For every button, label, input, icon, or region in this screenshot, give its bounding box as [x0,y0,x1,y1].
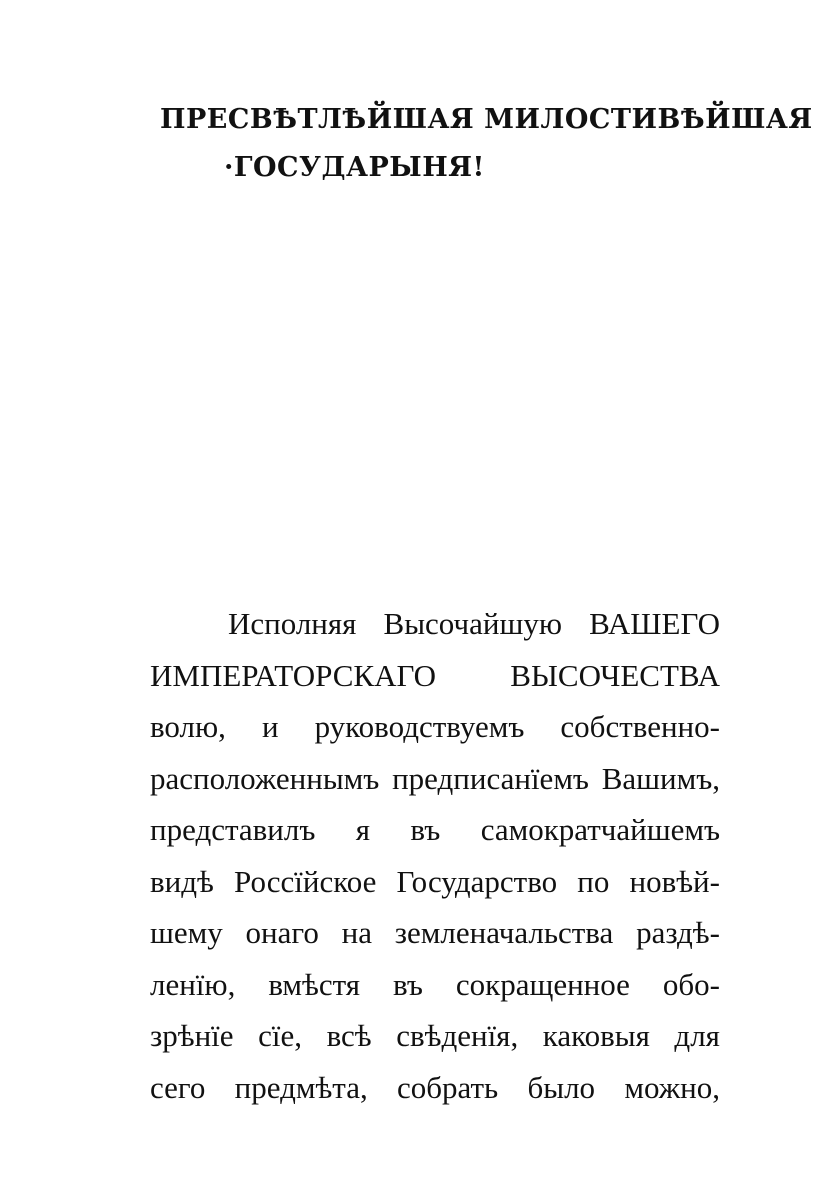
word: Исполняя [228,606,357,641]
text-line [150,650,720,702]
text-line [150,598,720,650]
word: Россïйское [233,863,377,899]
word: Государство [396,863,558,899]
dedication-heading [160,96,813,192]
text-line [150,1062,720,1114]
word: волю, [150,709,226,744]
word: ВАШЕГО [589,606,720,641]
word: сокращенное [455,966,630,1002]
word: сего [150,1069,206,1105]
word: Вашимъ, [601,760,720,796]
word: расположеннымъ [150,760,380,796]
text-line [150,1010,720,1062]
text-line [150,959,720,1011]
word: было [527,1069,596,1105]
word: Высочайшую [383,606,562,641]
word: я [355,812,371,847]
text-line [150,804,720,856]
word: обо- [662,966,720,1002]
word: можно, [624,1069,720,1105]
body-paragraph [150,598,720,1113]
word: вмѣстя [268,966,361,1002]
heading-line-1: ПРЕСВѢТЛѢЙШАЯ МИЛОСТИВѢЙШАЯ [160,104,813,135]
word: руководствуемъ [314,709,525,744]
word: по [577,863,610,899]
word: въ [410,812,441,847]
word: самократчайшемъ [480,812,720,847]
word: представилъ [150,812,316,847]
word: собственно- [560,709,720,744]
word: каковыя [542,1018,650,1053]
word: для [674,1018,720,1053]
word: ИМПЕРАТОРСКАГО [150,657,437,693]
word: сïе, [258,1018,303,1053]
word: предписанïемъ [392,760,589,796]
word: всѣ [326,1018,372,1053]
text-line [150,856,720,908]
heading-line-2: ·ГОСУДАРЫНЯ! [224,152,485,183]
word: въ [393,966,423,1002]
word: ВЫСОЧЕСТВА [510,657,720,693]
word: раздѣ- [636,915,720,950]
word: собрать [397,1069,499,1105]
word: земленачальства [394,915,614,950]
word: свѣденïя, [396,1018,519,1053]
word: на [341,915,372,950]
word: видѣ [150,863,214,899]
word: и [261,709,279,744]
text-line [150,701,720,753]
text-line [150,907,720,959]
word: новѣй- [629,863,720,899]
word: предмѣта, [234,1069,368,1105]
word: онаго [245,915,319,950]
word: шему [150,915,223,950]
word: ленïю, [150,966,236,1002]
text-line [150,753,720,805]
word: зрѣнïе [150,1018,234,1053]
